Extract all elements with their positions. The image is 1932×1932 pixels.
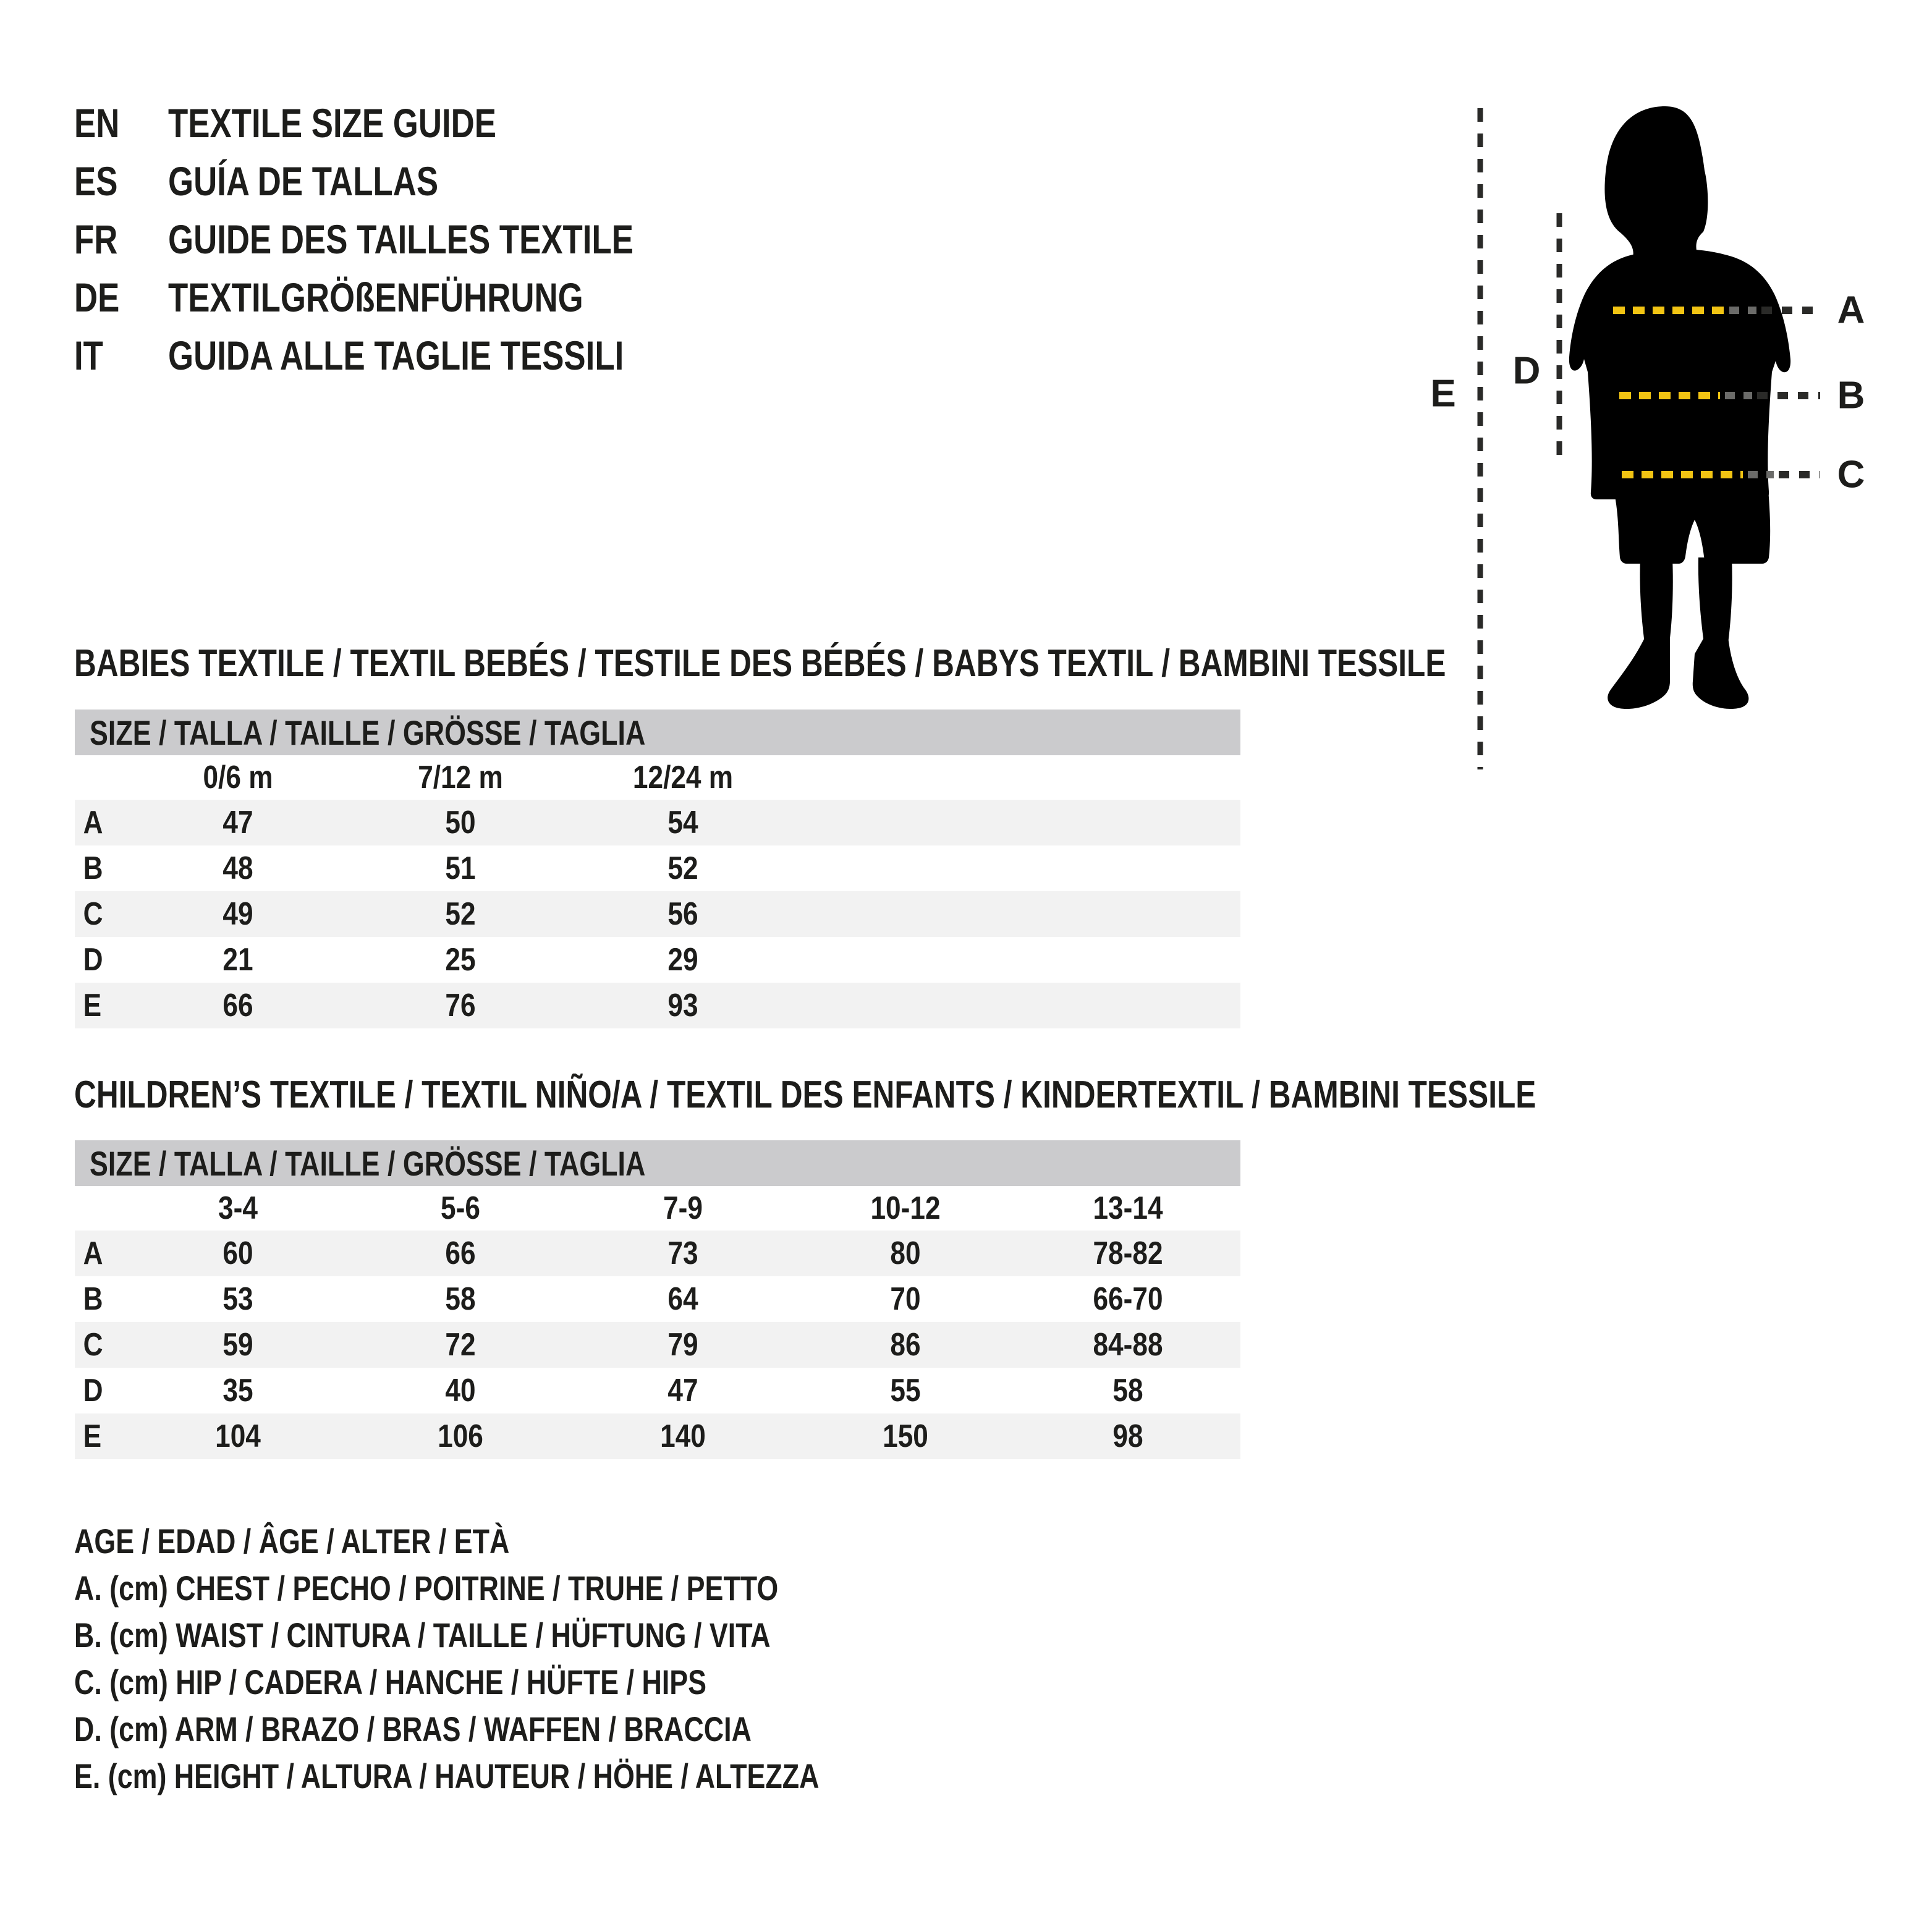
babies-section-title-text: BABIES TEXTILE / TEXTIL BEBÉS / TESTILE DES BÉBÉS / BABYS TEXTIL / BAMBINI TESSILE	[74, 642, 1446, 685]
lang-code-it: IT	[74, 333, 103, 378]
hip-c-label: C	[1837, 453, 1865, 496]
lang-code-fr: FR	[74, 216, 118, 262]
children-size-table	[75, 1140, 1240, 1459]
children-size-header-label: SIZE / TALLA / TAILLE / GRÖSSE / TAGLIA	[90, 1143, 646, 1183]
table-cell: 106	[438, 1418, 483, 1454]
lang-title-it: GUIDA ALLE TAGLIE TESSILI	[168, 333, 624, 378]
babies-column-header-row	[75, 755, 1240, 800]
table-cell: 54	[667, 805, 698, 841]
table-cell: 86	[890, 1327, 921, 1363]
legend-line-hip	[74, 1658, 1006, 1705]
table-cell: 140	[660, 1418, 706, 1454]
table-row-a	[75, 1231, 1240, 1276]
legend-line-chest	[74, 1564, 1006, 1611]
row-label: C	[83, 896, 103, 932]
babies-size-header-label: SIZE / TALLA / TAILLE / GRÖSSE / TAGLIA	[90, 713, 646, 752]
row-label: E	[83, 988, 102, 1023]
lang-code-en: EN	[74, 100, 120, 146]
table-row-d	[75, 1368, 1240, 1413]
table-cell: 80	[890, 1235, 921, 1271]
table-row-e	[75, 1413, 1240, 1459]
table-row-a	[75, 800, 1240, 845]
table-cell: 58	[445, 1281, 476, 1317]
legend-line-waist	[74, 1611, 1006, 1658]
silhouette-right-leg	[1698, 557, 1732, 648]
table-cell: 21	[222, 942, 253, 978]
silhouette-shorts	[1612, 482, 1770, 564]
row-label: E	[83, 1418, 102, 1454]
table-cell: 51	[445, 850, 476, 886]
lang-row-en	[74, 94, 750, 152]
row-label: A	[83, 805, 103, 841]
silhouette-left-leg	[1640, 557, 1672, 648]
table-cell: 98	[1112, 1418, 1143, 1454]
babies-section-title	[74, 644, 1789, 684]
lang-title-en: TEXTILE SIZE GUIDE	[168, 100, 496, 146]
legend-line-height	[74, 1752, 1006, 1799]
table-row-b	[75, 845, 1240, 891]
legend-text: B. (cm) WAIST / CINTURA / TAILLE / HÜFTUNG / VITA	[74, 1615, 771, 1654]
lang-code-de: DE	[74, 274, 120, 320]
row-label: D	[83, 1373, 103, 1409]
table-cell: 78-82	[1093, 1235, 1163, 1271]
table-cell: 64	[667, 1281, 698, 1317]
table-cell: 76	[445, 988, 476, 1023]
column-header: 0/6 m	[203, 760, 273, 795]
legend-text: D. (cm) ARM / BRAZO / BRAS / WAFFEN / BRACCIA	[74, 1709, 752, 1748]
measurement-legend	[74, 1517, 1006, 1799]
babies-size-header-bar	[75, 710, 1240, 755]
table-cell: 66	[222, 988, 253, 1023]
lang-code-es: ES	[74, 158, 118, 204]
table-cell: 66	[445, 1235, 476, 1271]
column-header: 7/12 m	[418, 760, 503, 795]
table-cell: 104	[215, 1418, 261, 1454]
waist-b-label: B	[1837, 374, 1865, 417]
table-row-b	[75, 1276, 1240, 1322]
table-cell: 47	[667, 1373, 698, 1409]
lang-title-es: GUÍA DE TALLAS	[168, 158, 439, 204]
row-label: A	[83, 1235, 103, 1271]
children-section-title	[74, 1075, 1902, 1115]
table-cell: 79	[667, 1327, 698, 1363]
legend-text: C. (cm) HIP / CADERA / HANCHE / HÜFTE / HIPS	[74, 1662, 707, 1701]
column-header: 13-14	[1093, 1190, 1163, 1226]
row-label: B	[83, 1281, 103, 1317]
table-cell: 59	[222, 1327, 253, 1363]
lang-row-de	[74, 268, 750, 326]
table-row-c	[75, 1322, 1240, 1368]
silhouette-torso	[1569, 249, 1790, 499]
table-cell: 48	[222, 850, 253, 886]
column-header: 3-4	[218, 1190, 258, 1226]
legend-line-arm	[74, 1705, 1006, 1752]
lang-row-it	[74, 326, 750, 384]
table-cell: 55	[890, 1373, 921, 1409]
column-header: 5-6	[441, 1190, 480, 1226]
table-row-c	[75, 891, 1240, 937]
table-cell: 53	[222, 1281, 253, 1317]
row-label: C	[83, 1327, 103, 1363]
column-header: 10-12	[870, 1190, 941, 1226]
table-cell: 84-88	[1093, 1327, 1163, 1363]
table-row-d	[75, 937, 1240, 983]
table-row-e	[75, 983, 1240, 1028]
table-cell: 150	[883, 1418, 928, 1454]
legend-text: A. (cm) CHEST / PECHO / POITRINE / TRUHE / PETTO	[74, 1568, 779, 1608]
table-cell: 47	[222, 805, 253, 841]
column-header: 12/24 m	[632, 760, 734, 795]
lang-row-fr	[74, 210, 750, 268]
table-cell: 56	[667, 896, 698, 932]
children-section-title-text: CHILDREN’S TEXTILE / TEXTIL NIÑO/A / TEXTIL DES ENFANTS / KINDERTEXTIL / BAMBINI TESSILE	[74, 1074, 1536, 1116]
table-cell: 25	[445, 942, 476, 978]
legend-line-age	[74, 1517, 1006, 1564]
children-column-header-row	[75, 1186, 1240, 1231]
lang-row-es	[74, 152, 750, 210]
babies-size-table	[75, 710, 1240, 1028]
table-cell: 35	[222, 1373, 253, 1409]
table-cell: 52	[667, 850, 698, 886]
column-header: 7-9	[663, 1190, 703, 1226]
lang-title-de: TEXTILGRÖßENFÜHRUNG	[168, 274, 583, 320]
table-cell: 52	[445, 896, 476, 932]
row-label: D	[83, 942, 103, 978]
table-cell: 60	[222, 1235, 253, 1271]
arm-d-label: D	[1512, 349, 1541, 392]
table-cell: 70	[890, 1281, 921, 1317]
table-cell: 93	[667, 988, 698, 1023]
table-cell: 49	[222, 896, 253, 932]
legend-text: AGE / EDAD / ÂGE / ALTER / ETÀ	[74, 1521, 510, 1561]
row-label: B	[83, 850, 103, 886]
legend-text: E. (cm) HEIGHT / ALTURA / HAUTEUR / HÖHE / ALTEZZA	[74, 1756, 820, 1795]
table-cell: 50	[445, 805, 476, 841]
chest-a-label: A	[1837, 289, 1865, 332]
language-title-list	[74, 94, 750, 384]
table-cell: 73	[667, 1235, 698, 1271]
table-cell: 40	[445, 1373, 476, 1409]
table-cell: 29	[667, 942, 698, 978]
table-cell: 66-70	[1093, 1281, 1163, 1317]
table-cell: 72	[445, 1327, 476, 1363]
table-cell: 58	[1112, 1373, 1143, 1409]
child-silhouette	[1569, 106, 1790, 709]
children-size-header-bar	[75, 1140, 1240, 1186]
lang-title-fr: GUIDE DES TAILLES TEXTILE	[168, 216, 633, 262]
height-e-label: E	[1430, 372, 1456, 415]
